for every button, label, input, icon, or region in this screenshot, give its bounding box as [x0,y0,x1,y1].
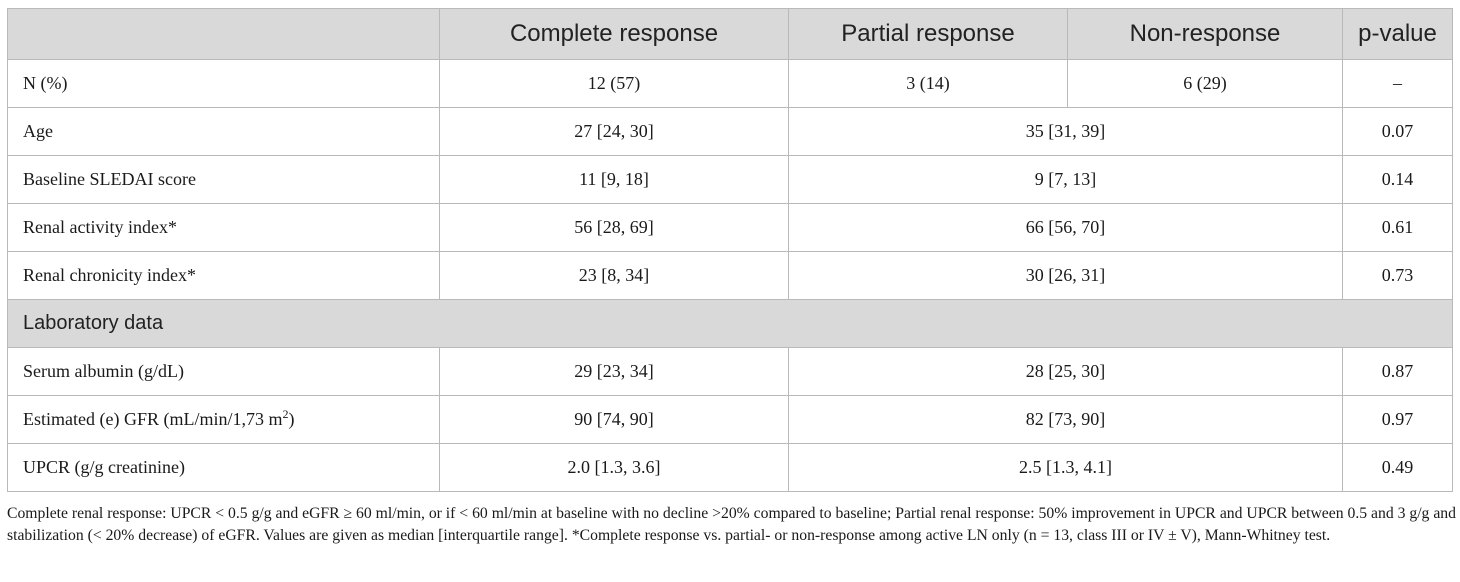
cell-partial-non: 9 [7, 13] [789,156,1343,204]
row-label: Renal chronicity index* [8,252,440,300]
table-row [8,156,1453,204]
table-row [8,60,1453,108]
cell-partial-non: 30 [26, 31] [789,252,1343,300]
cell-complete: 29 [23, 34] [440,348,789,396]
table-footnote: Complete renal response: UPCR < 0.5 g/g and eGFR ≥ 60 ml/min, or if < 60 ml/min at baseline with no decline >20% compared to baseline; Partial renal response: 50% improvement in UPCR and UPCR between 0.5 and 3 g/g and stabilization (< 20% decrease) of eGFR. Values are given as median [interquartile range]. *Complete response vs. partial- or non-response among active LN only (n = 13, class III or IV ± V), Mann-Whitney test. [7,505,1456,544]
cell-p-value: 0.07 [1343,108,1453,156]
cell-partial-non: 66 [56, 70] [789,204,1343,252]
row-label: Serum albumin (g/dL) [8,348,440,396]
header-blank [8,9,440,60]
cell-complete: 27 [24, 30] [440,108,789,156]
table-row [8,348,1453,396]
cell-partial-non: 28 [25, 30] [789,348,1343,396]
row-label-main: Estimated (e) GFR (mL/min/1,73 m [23,409,283,429]
cell-partial-non: 2.5 [1.3, 4.1] [789,444,1343,492]
header-row [8,9,1453,60]
cell-p-value: 0.97 [1343,396,1453,444]
cell-non: 6 (29) [1068,60,1343,108]
cell-p-value: 0.49 [1343,444,1453,492]
section-row [8,300,1453,348]
table-row [8,444,1453,492]
section-label-laboratory-data: Laboratory data [8,300,1453,348]
header-non-response: Non-response [1068,9,1343,60]
row-label [8,396,440,444]
header-complete-response: Complete response [440,9,789,60]
row-label: Renal activity index* [8,204,440,252]
cell-p-value: 0.73 [1343,252,1453,300]
cell-partial: 3 (14) [789,60,1068,108]
cell-complete: 12 (57) [440,60,789,108]
row-label-end: ) [288,409,295,429]
row-label: UPCR (g/g creatinine) [8,444,440,492]
cell-complete: 90 [74, 90] [440,396,789,444]
cell-p-value: 0.14 [1343,156,1453,204]
row-label: N (%) [8,60,440,108]
cell-partial-non: 82 [73, 90] [789,396,1343,444]
table-row [8,396,1453,444]
cell-p-value: 0.61 [1343,204,1453,252]
cell-complete: 11 [9, 18] [440,156,789,204]
row-label: Age [8,108,440,156]
header-partial-response: Partial response [789,9,1068,60]
row-label-superscript: 2 [282,407,289,421]
table-row [8,204,1453,252]
table-row [8,108,1453,156]
cell-p-value: – [1343,60,1453,108]
row-label: Baseline SLEDAI score [8,156,440,204]
table-row [8,252,1453,300]
cell-complete: 2.0 [1.3, 3.6] [440,444,789,492]
cell-complete: 23 [8, 34] [440,252,789,300]
cell-complete: 56 [28, 69] [440,204,789,252]
header-p-value: p-value [1343,9,1453,60]
cell-p-value: 0.87 [1343,348,1453,396]
cell-partial-non: 35 [31, 39] [789,108,1343,156]
results-table [7,8,1453,492]
